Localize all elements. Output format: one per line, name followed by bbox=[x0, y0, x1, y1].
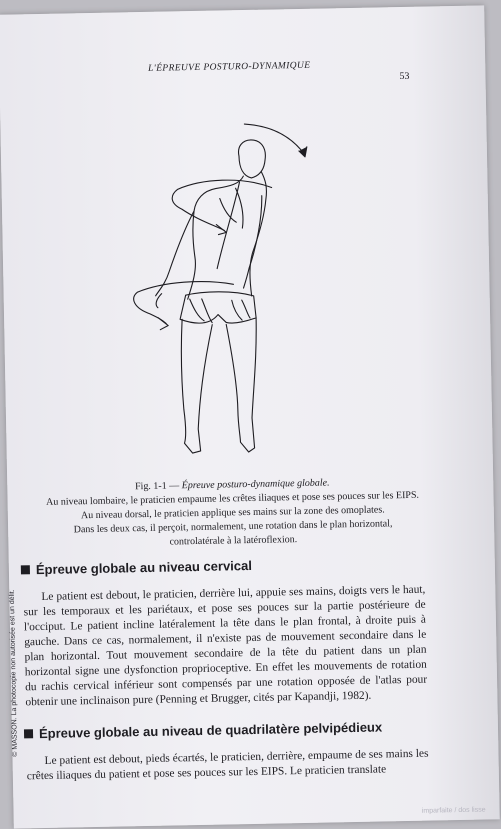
figure-title: Épreuve posturo-dynamique globale. bbox=[181, 477, 330, 492]
figure-right-leg bbox=[226, 318, 259, 453]
section-paragraph-pelvipedieux: Le patient est debout, pieds écartés, le praticien, derrière, empaume de ses mains les crêtes iliaques du patient et pose ses pouces sur les EIPS. Le praticien translate bbox=[26, 747, 429, 783]
square-bullet-icon bbox=[24, 729, 33, 738]
book-page bbox=[0, 5, 500, 828]
figure-spine bbox=[215, 182, 243, 268]
caption-line: Au niveau dorsal, le praticien applique ses mains sur la zone des omoplates. bbox=[80, 504, 385, 522]
scan-watermark: imparfaite / dos lisse bbox=[421, 806, 486, 815]
figure-left-leg bbox=[181, 319, 215, 454]
section-heading-pelvipedieux: Épreuve globale au niveau de quadrilatère pelvipédieux bbox=[24, 720, 382, 742]
section-paragraph-cervical: Le patient est debout, le praticien, derrière lui, appuie ses mains, doigts vers le haut, sur les temporaux et les pariétaux, et pose ses pouces sur la partie postérieure de l'occiput. Le patient incline latéralement la tête dans le plan frontal, à droite puis à gauche. Dans ce cas, normalement, il n'existe pas de mouvement secondaire dans le plan horizontal. Tout mouvement secondaire de la tête du patient dans un plan horizontal signe une dysfonction proprioceptive. En effet les mouvements de rotation du rachis cervical inférieur sont compensés par une rotation opposée de l'atlas pour obtenir une inclinaison pure (Penning et Brugger, cités par Kapandji, 1982). bbox=[23, 583, 428, 709]
caption-line: controlatérale à la latéroflexion. bbox=[169, 534, 298, 548]
page-number: 53 bbox=[399, 70, 410, 83]
figure-torso-outline bbox=[185, 172, 268, 300]
rotation-arrow-head bbox=[244, 123, 305, 156]
caption-line: Dans les deux cas, il perçoit, normalement, une rotation dans le plan horizontal, bbox=[73, 518, 393, 536]
running-head: L'ÉPREUVE POSTURO-DYNAMIQUE bbox=[147, 60, 311, 74]
figure-hands bbox=[190, 298, 250, 323]
figure-caption bbox=[27, 474, 438, 552]
section-heading-cervical: Épreuve globale au niveau cervical bbox=[21, 558, 252, 577]
square-bullet-icon bbox=[21, 565, 30, 574]
figure-label: Fig. 1-1 — bbox=[134, 480, 180, 493]
copyright-side-note: © MASSON. La photocopie non autorisée est un délit. bbox=[8, 589, 19, 757]
caption-line: Au niveau lombaire, le praticien empaume les crêtes iliaques et pose ses pouces sur les EIPS. bbox=[46, 489, 420, 508]
figure-right-arm bbox=[242, 196, 264, 288]
figure-illustration bbox=[110, 117, 327, 471]
